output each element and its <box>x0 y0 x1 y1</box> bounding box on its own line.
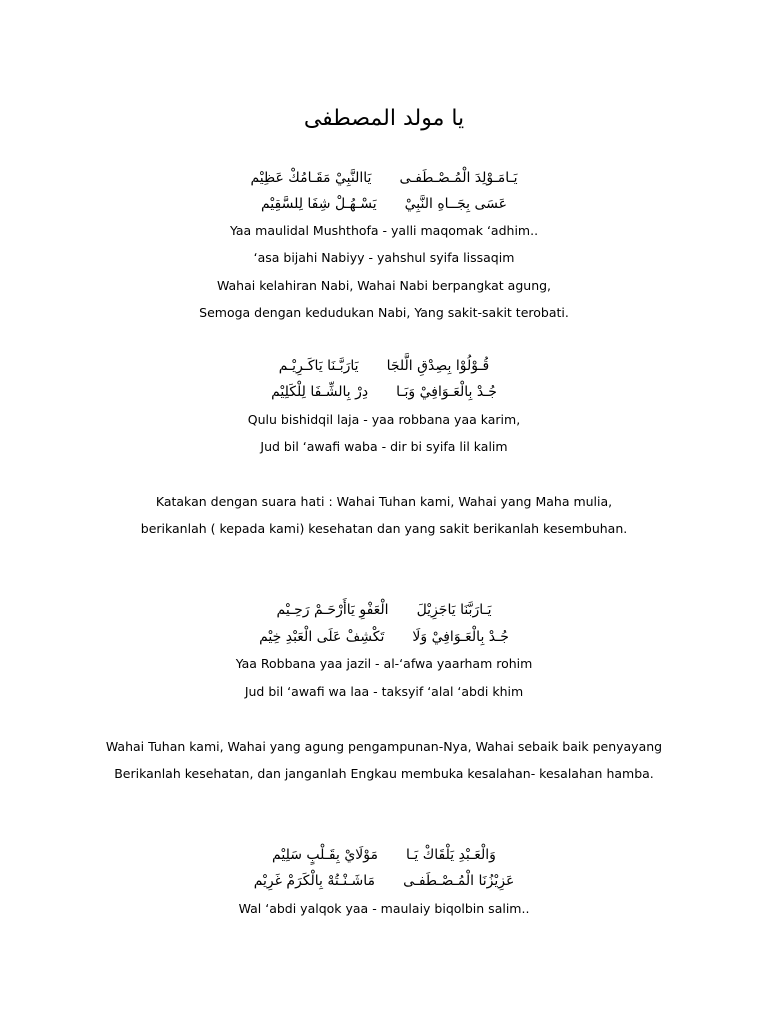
verse1-translation-line1: Wahai kelahiran Nabi, Wahai Nabi berpangkat agung, <box>216 278 552 293</box>
verse4-arabic-line1-part-a: وَالْعَـبْدِ يَلْقَاكْ يَـا <box>406 847 496 863</box>
verse4-arabic-line1-part-b: مَوْلَايْ بِقَـلْبٍ سَلِيْم <box>272 847 378 863</box>
verse4-arabic-line2-part-a: عَزِيْزُنَا الْمُـصْـطَفـى <box>403 873 515 889</box>
verse3-arabic-line2-part-b: تَكْشِفْ عَلَى الْعَبْدِ خِيْم <box>259 629 385 645</box>
verse3-latin-line1: Yaa Robbana yaa jazil - al-‘afwa yaarham rohim <box>235 656 533 671</box>
verse1-arabic-line2-part-b: يَسْـهُـلْ شِفَا لِلسَّقِيْم <box>260 196 377 212</box>
verse1-arabic-line1 <box>0 168 768 188</box>
verse2-arabic-line1-part-a: قُـوْلُوْا بِصِدْقِ الَّلجَا <box>386 358 490 374</box>
verse3-arabic-line1 <box>0 600 768 620</box>
verse1-latin-line2: ‘asa bijahi Nabiyy - yahshul syifa lissaqim <box>253 250 515 265</box>
verse1-translation-line2: Semoga dengan kedudukan Nabi, Yang sakit-sakit terobati. <box>199 305 569 320</box>
verse1-arabic-line1-part-b: يَاالنَّبِيْ مَقَـامُكْ عَظِيْم <box>250 170 372 186</box>
verse3-arabic-line2-part-a: جُـدْ بِالْعَـوَافِيْ وَلَا <box>412 629 509 645</box>
page-title: يا مولد المصطفى <box>303 106 465 131</box>
verse1-arabic-line2-part-a: عَسَى بِجَــاهِ النَّبِيْ <box>404 196 508 212</box>
verse4-arabic-line2 <box>0 871 768 891</box>
verse2-arabic-line2 <box>0 382 768 402</box>
verse2-latin-line1: Qulu bishidqil laja - yaa robbana yaa karim, <box>247 412 521 427</box>
verse3-arabic-line1-part-b: الْعَفْوِ يَاأَرْحَـمْ رَحِـيْم <box>276 602 389 618</box>
verse4-latin-line1: Wal ‘abdi yalqok yaa - maulaiy biqolbin salim.. <box>238 901 530 916</box>
verse4-arabic-line1 <box>0 845 768 865</box>
verse3-translation-line1: Wahai Tuhan kami, Wahai yang agung pengampunan-Nya, Wahai sebaik baik penyayang <box>105 739 663 754</box>
verse2-arabic-line1-part-b: يَارَبَّـنَا يَاكَـرِيْـم <box>278 358 359 374</box>
verse3-translation-line2: Berikanlah kesehatan, dan janganlah Engkau membuka kesalahan- kesalahan hamba. <box>114 766 654 781</box>
verse2-translation-line2: berikanlah ( kepada kami) kesehatan dan yang sakit berikanlah kesembuhan. <box>140 521 628 536</box>
verse1-arabic-line1-part-a: يَـامَـوْلِدَ الْمُـصْـطَفـى <box>399 170 518 186</box>
verse3-latin-line2: Jud bil ‘awafi wa laa - taksyif ‘alal ‘abdi khim <box>244 684 524 699</box>
verse4-arabic-line2-part-b: مَاشَـنْـتُهْ بِالْكَرَمْ غَرِيْم <box>253 873 376 889</box>
verse2-arabic-line2-part-b: دِرْ بِالشِّـفَا لِلْكَلِيْم <box>271 384 369 400</box>
verse2-arabic-line2-part-a: جُـدْ بِالْعَـوَافِيْ وَبَـا <box>396 384 497 400</box>
verse1-latin-line1: Yaa maulidal Mushthofa - yalli maqomak ‘adhim.. <box>229 223 539 238</box>
verse3-arabic-line1-part-a: يَـارَبَّنَا يَاجَزِيْلَ <box>416 602 492 618</box>
verse1-arabic-line2 <box>0 194 768 214</box>
verse2-latin-line2: Jud bil ‘awafi waba - dir bi syifa lil kalim <box>260 439 508 454</box>
verse2-arabic-line1 <box>0 356 768 376</box>
verse2-translation-line1: Katakan dengan suara hati : Wahai Tuhan kami, Wahai yang Maha mulia, <box>155 494 613 509</box>
verse3-arabic-line2 <box>0 627 768 647</box>
